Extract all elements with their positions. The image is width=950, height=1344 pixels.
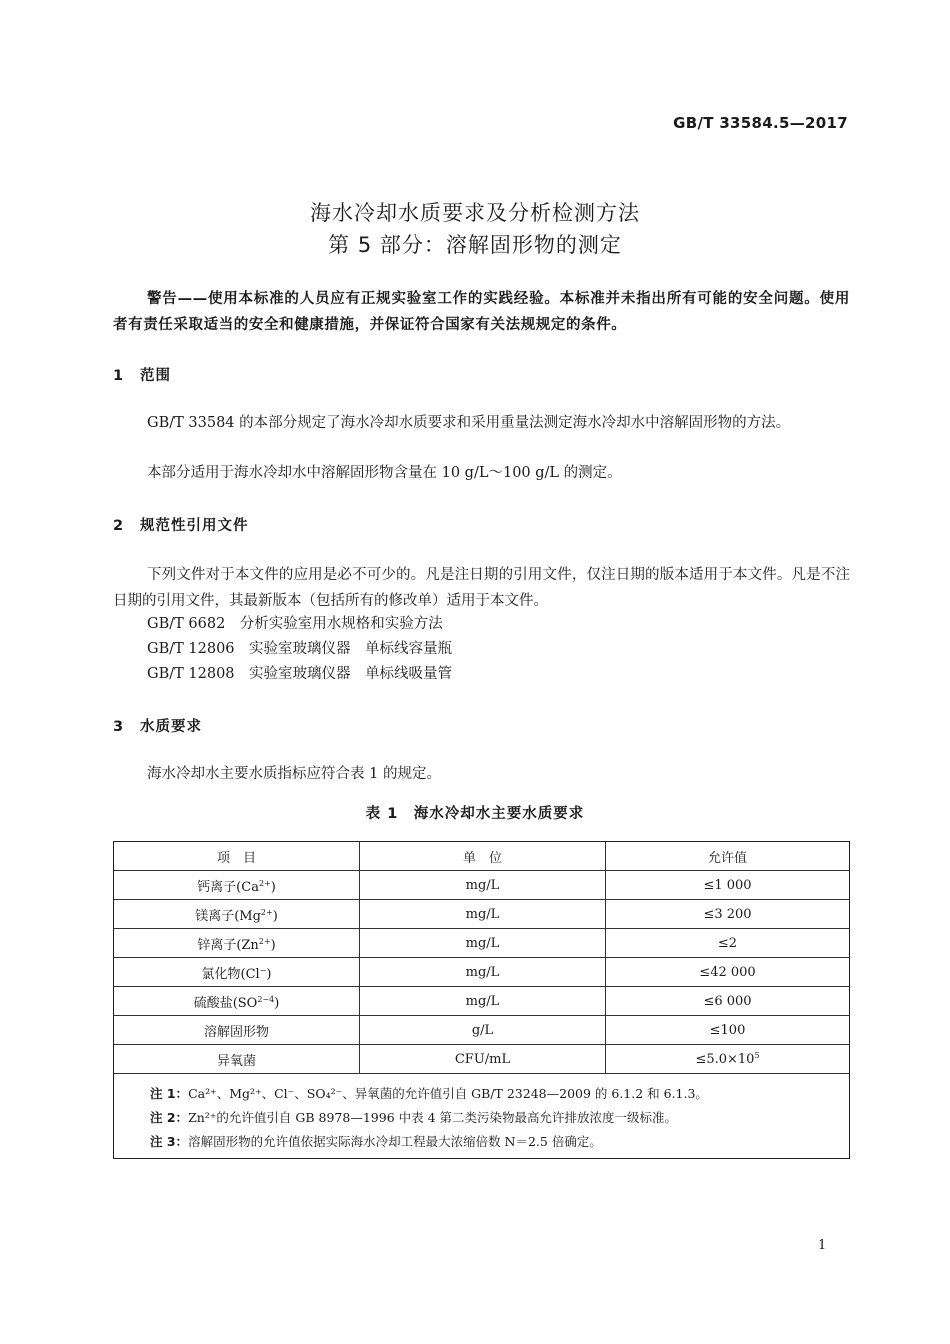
unit-cell: mg/L <box>360 987 606 1016</box>
table-note: 注 3：溶解固形物的允许值依据实际海水冷却工程最大浓缩倍数 N＝2.5 倍确定。 <box>150 1134 602 1149</box>
item-cell: 镁离子$(Mg^{2+})$ <box>114 900 360 929</box>
value-cell: ≤6 000 <box>606 987 850 1016</box>
item-cell: 氯化物(Cl−) <box>114 958 360 987</box>
value-cell: ≤1 000 <box>606 871 850 900</box>
table-note: 注 2：Zn²⁺的允许值引自 GB 8978—1996 中表 4 第二类污染物最高允许排放浓度一级标准。 <box>150 1110 678 1125</box>
standard-code: GB/T 33584.5—2017 <box>673 114 848 132</box>
section-title: 规范性引用文件 <box>140 518 249 534</box>
value-cell: ≤2 <box>606 929 850 958</box>
unit-cell: CFU/mL <box>360 1045 606 1074</box>
document-title: 海水冷却水质要求及分析检测方法 <box>310 201 640 225</box>
unit-cell: mg/L <box>360 871 606 900</box>
unit-cell: g/L <box>360 1016 606 1045</box>
reference-item: GB/T 6682 分析实验室用水规格和实验方法 <box>147 616 443 632</box>
section-heading-references <box>113 514 249 535</box>
section-title: 水质要求 <box>140 719 202 735</box>
table-row <box>114 1016 849 1045</box>
table-row <box>114 871 849 900</box>
scope-applicability: 本部分适用于海水冷却水中溶解固形物含量在 10 g/L～100 g/L 的测定。 <box>147 465 622 481</box>
table-row <box>114 1045 849 1074</box>
section-number: 2 <box>113 518 125 534</box>
item-cell: 钙离子$(Ca^{2+})$ <box>114 871 360 900</box>
table-note: 注 1：Ca²⁺、Mg²⁺、Cl⁻、SO₄²⁻、异氧菌的允许值引自 GB/T 23248—2009 的 6.1.2 和 6.1.3。 <box>150 1086 708 1101</box>
section-heading-water-quality <box>113 715 202 736</box>
column-header: 项 目 <box>114 842 360 871</box>
table-row <box>114 929 849 958</box>
table-row <box>114 958 849 987</box>
reference-item: GB/T 12808 实验室玻璃仪器 单标线吸量管 <box>147 666 453 682</box>
unit-cell: mg/L <box>360 929 606 958</box>
item-cell: 硫酸盐$(SO^{2-4})$ <box>114 987 360 1016</box>
page-number: 1 <box>818 1238 827 1253</box>
item-cell: 异氧菌 <box>114 1045 360 1074</box>
value-cell: ≤100 <box>606 1016 850 1045</box>
value-cell: ≤42 000 <box>606 958 850 987</box>
section-number: 3 <box>113 719 125 735</box>
reference-item: GB/T 12806 实验室玻璃仪器 单标线容量瓶 <box>147 641 453 657</box>
warning-paragraph: 警告——使用本标准的人员应有正规实验室工作的实践经验。本标准并未指出所有可能的安全问题。使用者有责任采取适当的安全和健康措施，并保证符合国家有关法规规定的条件。 <box>113 291 850 333</box>
table-row <box>114 900 849 929</box>
table-notes <box>114 1074 849 1154</box>
water-quality-intro: 海水冷却水主要水质指标应符合表 1 的规定。 <box>147 766 441 782</box>
water-quality-table <box>113 841 850 1159</box>
value-cell: $\le 5.0\times 10^5$ <box>606 1045 850 1074</box>
section-heading-scope <box>113 364 171 385</box>
unit-cell: mg/L <box>360 900 606 929</box>
unit-cell: mg/L <box>360 958 606 987</box>
scope-paragraph: GB/T 33584 的本部分规定了海水冷却水质要求和采用重量法测定海水冷却水中溶解固形物的方法。 <box>147 415 791 431</box>
column-header: 单 位 <box>360 842 606 871</box>
item-cell: 溶解固形物 <box>114 1016 360 1045</box>
table-row <box>114 987 849 1016</box>
section-title: 范围 <box>140 368 171 384</box>
item-cell: 锌离子$(Zn^{2+})$ <box>114 929 360 958</box>
table-header-row <box>114 842 849 871</box>
table-caption: 表 1 海水冷却水主要水质要求 <box>365 806 585 822</box>
value-cell: ≤3 200 <box>606 900 850 929</box>
column-header: 允许值 <box>606 842 850 871</box>
document-subtitle: 第 5 部分：溶解固形物的测定 <box>328 233 622 257</box>
references-intro: 下列文件对于本文件的应用是必不可少的。凡是注日期的引用文件，仅注日期的版本适用于本文件。凡是不注日期的引用文件，其最新版本（包括所有的修改单）适用于本文件。 <box>113 567 850 609</box>
section-number: 1 <box>113 368 125 384</box>
